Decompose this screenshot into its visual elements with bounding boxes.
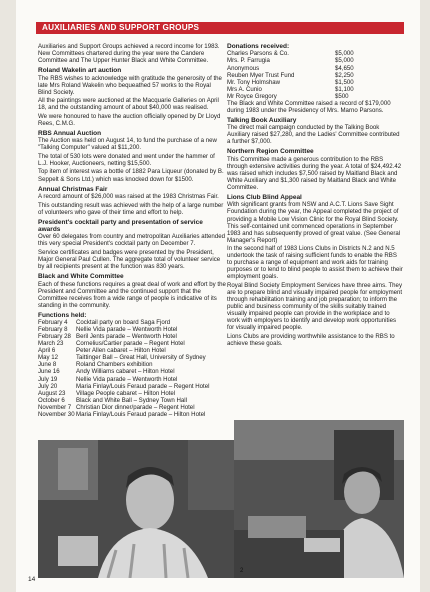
lions-p1: With significant grants from NSW and A.C.T. Lions Save Sight Foundation during the year, the Appeal completed the project of providing a Mobile Low Vision Clinic for the Royal Blind Society. This self-contained unit commenced operations in September 1983 and has subsequently proved of great value. (See General Manager's Report) bbox=[227, 201, 401, 244]
auction-p3: Top item of interest was a bottle of 1882 Para Liqueur (donated by B. Seppelt & Sons Ltd.) which was knocked down for $1500. bbox=[38, 168, 224, 183]
page-number: 14 bbox=[28, 576, 36, 583]
donations-p1: The Black and White Committee raised a record of $179,000 during 1983 under the Presidency of Mrs. Marno Parsons. bbox=[227, 99, 391, 114]
lions-p2: In the second half of 1983 Lions Clubs in Districts N.2 and N.5 undertook the task of raising sufficient funds to enable the RBS to purchase a range of equipment and work aids for training purposes or to lend to blind people to assist them to achieve their employment goals. bbox=[227, 245, 403, 281]
right-column bbox=[227, 43, 403, 348]
donation-row: Reuben Myer Trust Fund $2,250 bbox=[227, 71, 354, 79]
functions-heading: Functions held: bbox=[38, 311, 87, 319]
northern-heading: Northern Region Committee bbox=[227, 148, 314, 156]
lions-p3: Royal Blind Society Employment Services have three aims. They are to prepare blind and visually impaired people for employment through rehabilitation training and job preparation; to inform the public and business community of the skills suitably trained visually impaired people can provide in the workplace and to work with employers to identify and develop work opportunities for visually impaired people. bbox=[227, 281, 403, 332]
photo-man-at-workbench bbox=[234, 420, 404, 578]
northern-p1: This Committee made a generous contribution to the RBS through extensive activities during the year. A total of $24,492.42 was raised which includes $7,500 raised by Maitland Black and White Auxiliary and $1,300 raised by Maitland Black and White Committee. bbox=[227, 155, 402, 191]
auction-heading: RBS Annual Auction bbox=[38, 129, 102, 137]
photo-man-portrait-image bbox=[38, 440, 234, 578]
left-column bbox=[38, 43, 226, 418]
wakelin-heading: Roland Wakelin art auction bbox=[38, 67, 122, 75]
function-row: October 6 Black and White Ball – Sydney Town Hall bbox=[38, 396, 187, 404]
presidents-heading: President's cocktail party and presentation of service awards bbox=[38, 218, 203, 234]
function-row: March 23 Cornelius/Cartier parade – Regent Hotel bbox=[38, 340, 185, 348]
presidents-p2: Service certificates and badges were presented by the President, Major General Paul Cullen. The aggregate total of volunteer service by all recipients present at the function was 830 years. bbox=[38, 249, 221, 271]
wakelin-p3: We were honoured to have the auction officially opened by Dr Lloyd Rees, C.M.G. bbox=[38, 112, 221, 127]
blackwhite-p1: Each of these functions requires a great deal of work and effort by the President and Committee and the continued support that the Committee receives from a wide range of people is indicative of its standing in the community. bbox=[38, 280, 226, 309]
presidents-p1: Over 60 delegates from country and metropolitan Auxiliaries attended this very special President's cocktail party on December 7. bbox=[38, 233, 225, 248]
wakelin-p1: The RBS wishes to acknowledge with gratitude the generosity of the late Mrs Roland Wakelin who bequeathed 57 works to the Royal Blind Society. bbox=[38, 74, 222, 96]
function-row: February 4 Cocktail party on board Saga Fjord bbox=[38, 319, 171, 327]
donations-list bbox=[227, 50, 403, 99]
function-row: May 12 Taittinger Ball – Great Hall, University of Sydney bbox=[38, 354, 206, 362]
document-page bbox=[16, 0, 420, 592]
photo-man-portrait bbox=[38, 440, 234, 578]
auction-p1: The Auction was held on August 14, to fund the purchase of a new "Talking Computer" valued at $11,200. bbox=[38, 137, 217, 152]
fair-heading: Annual Christmas Fair bbox=[38, 185, 108, 193]
function-row: February 8 Nellie Vida parade – Wentworth Hotel bbox=[38, 326, 178, 334]
lions-p4: Lions Clubs are providing worthwhile assistance to the RBS to achieve these goals. bbox=[227, 332, 395, 347]
section-banner bbox=[36, 22, 404, 34]
wakelin-p2: All the paintings were auctioned at the Macquarie Galleries on April 18, and the outstanding amount of about $40,000 was realised. bbox=[38, 97, 219, 112]
donation-row: Mr Royce Gregory $500 bbox=[227, 92, 349, 100]
donations-heading: Donations received: bbox=[227, 43, 290, 50]
photo-number: 2 bbox=[240, 568, 244, 574]
function-row: November 7 Christian Dior dinner/parade – Regent Hotel bbox=[38, 403, 195, 411]
functions-list bbox=[38, 319, 226, 418]
talkingbook-p1: The direct mail campaign conducted by the Talking Book Auxiliary raised $27,280, and the Ladies' Committee contributed a further $7,000. bbox=[227, 124, 400, 146]
donation-row: Anonymous $4,650 bbox=[227, 64, 354, 72]
page-title: AUXILIARIES AND SUPPORT GROUPS bbox=[42, 23, 200, 32]
function-row: February 28 Beril Jents parade – Wentworth Hotel bbox=[38, 333, 177, 341]
lions-heading: Lions Club Blind Appeal bbox=[227, 194, 302, 202]
fair-p1: A record amount of $26,000 was raised at the 1983 Christmas Fair. bbox=[38, 192, 219, 200]
function-row: August 23 Village People cabaret – Hilton Hotel bbox=[38, 389, 176, 397]
function-row: June 16 Andy Williams cabaret – Hilton Hotel bbox=[38, 368, 175, 376]
donation-row: Mrs A. Cunio $1,100 bbox=[227, 85, 354, 93]
function-row: July 19 Nellie Vida parade – Wentworth Hotel bbox=[38, 375, 178, 383]
donation-row: Charles Parsons & Co. $5,000 bbox=[227, 50, 354, 58]
blackwhite-heading: Black and White Committee bbox=[38, 273, 124, 281]
function-row: July 20 Maria Finlay/Louis Feraud parade – Regent Hotel bbox=[38, 382, 210, 390]
function-row: April 6 Peter Allen cabaret – Hilton Hotel bbox=[38, 347, 166, 355]
function-row: November 30 Maria Finlay/Louis Feraud parade – Hilton Hotel bbox=[38, 410, 206, 418]
function-row: June 8 Roland Chambers exhibition bbox=[38, 361, 153, 369]
donation-row: Mrs. P. Farrugia $5,000 bbox=[227, 57, 354, 65]
photo-man-at-workbench-image bbox=[234, 420, 404, 578]
talkingbook-heading: Talking Book Auxiliary bbox=[227, 116, 297, 124]
auction-p2: The total of 530 lots were donated and went under the hammer of L.J. Hooker, Auctioneers, netting $15,500. bbox=[38, 152, 215, 167]
fair-p2: This outstanding result was achieved with the help of a large number of volunteers who gave of their time and effort to help. bbox=[38, 201, 224, 216]
donation-row: Mr. Tony Holmshaw $1,500 bbox=[227, 78, 354, 86]
intro-paragraph: Auxiliaries and Support Groups achieved a record income for 1983. New Committees chartered during the year were the Candere Committee and The Upper Hunter Black and White Committee. bbox=[38, 43, 220, 65]
